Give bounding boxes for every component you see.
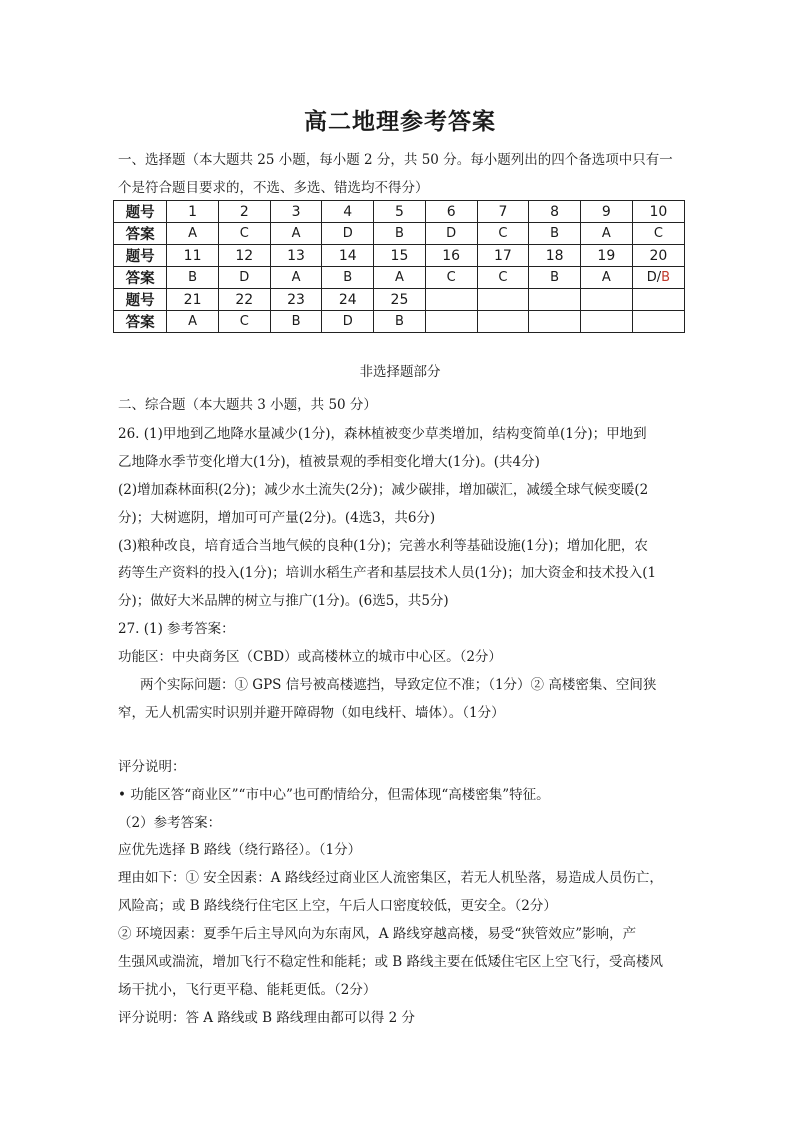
answer-text: C [446, 270, 456, 285]
question-number-cell [322, 201, 374, 223]
question-number-cell [529, 289, 581, 311]
answer-cell [425, 223, 477, 245]
answer-cell [529, 267, 581, 289]
question-number-cell [374, 201, 426, 223]
question-number-cell [167, 201, 219, 223]
q27-part1-heading: 27. (1) 参考答案： [118, 621, 235, 637]
question-number-text: 3 [291, 203, 301, 220]
question-number-text: 25 [390, 291, 409, 308]
question-number-row [114, 201, 685, 223]
answer-text: B [291, 314, 301, 329]
answer-cell [374, 311, 426, 333]
section1-instructions-line2: 个是符合题目要求的，不选、多选、错选均不得分） [118, 180, 429, 196]
question-number-text: 10 [649, 203, 668, 220]
scoring-note-heading: 评分说明： [118, 759, 186, 775]
scoring-note-final: 评分说明：答 A 路线或 B 路线理由都可以得 2 分 [118, 1010, 416, 1026]
answer-text: C [239, 226, 249, 241]
question-number-cell [425, 245, 477, 267]
question-number-cell [167, 245, 219, 267]
q27-reason-line-1: 理由如下：① 安全因素：A 路线经过商业区人流密集区，若无人机坠落，易造成人员伤亡， [118, 870, 663, 886]
question-number-text: 7 [498, 203, 508, 220]
q27-problems-line-2: 窄，无人机需实时识别并避开障碍物（如电线杆、墙体）。（1分） [118, 705, 505, 721]
answer-cell [167, 311, 219, 333]
answer-cell [632, 223, 684, 245]
answer-cell [374, 223, 426, 245]
answer-text: A [601, 226, 611, 241]
question-number-text: 14 [338, 247, 357, 264]
question-number-text: 5 [395, 203, 404, 220]
question-number-text: 11 [183, 247, 202, 264]
answer-cell [425, 311, 477, 333]
question-number-label: 题号 [114, 245, 167, 267]
q27-problems-line-1: 两个实际问题：① GPS 信号被高楼遮挡，导致定位不准；（1分）② 高楼密集、空间狭 [140, 677, 657, 693]
section1-instructions-line1: 一、选择题（本大题共 25 小题，每小题 2 分，共 50 分。每小题列出的四个备选项中只有一 [118, 152, 673, 168]
question-number-text: 20 [649, 247, 668, 264]
answer-cell [270, 311, 322, 333]
q27-function-zone: 功能区：中央商务区（CBD）或高楼林立的城市中心区。（2分） [118, 649, 502, 665]
answer-cell [270, 267, 322, 289]
answer-cell [167, 267, 219, 289]
answer-row [114, 311, 685, 333]
answer-cell [322, 311, 374, 333]
answer-text: A [291, 226, 301, 241]
answer-cell [425, 267, 477, 289]
q27-route-choice: 应优先选择 B 路线（绕行路径）。（1分） [118, 842, 362, 858]
q26-line-3: (2)增加森林面积(2分)；减少水土流失(2分)；减少碳排，增加碳汇，减缓全球气候变暖(2 [118, 482, 649, 498]
answer-label: 答案 [114, 311, 167, 333]
answer-text: D [342, 314, 353, 329]
q26-line-7: 分)；做好大米品牌的树立与推广(1分)。(6选5，共5分) [118, 593, 449, 609]
answer-text: A [395, 270, 404, 285]
question-number-text: 8 [550, 203, 560, 220]
answer-cell [477, 311, 529, 333]
question-number-cell [477, 245, 529, 267]
question-number-text: 1 [188, 203, 198, 220]
question-number-cell [167, 289, 219, 311]
q26-line-2: 乙地降水季节变化增大(1分)，植被景观的季相变化增大(1分)。(共4分) [118, 454, 540, 470]
section2-heading: 二、综合题（本大题共 3 小题，共 50 分） [118, 397, 377, 413]
question-number-text: 18 [545, 247, 564, 264]
question-number-cell [270, 245, 322, 267]
answer-cell [529, 311, 581, 333]
question-number-text: 4 [343, 203, 353, 220]
answer-cell [374, 267, 426, 289]
answer-label: 答案 [114, 267, 167, 289]
question-number-cell [580, 245, 632, 267]
answer-cell [218, 311, 270, 333]
q26-line-5: (3)粮种改良，培育适合当地气候的良种(1分)；完善水利等基础设施(1分)；增加化肥，农 [118, 538, 648, 554]
question-number-text: 9 [601, 203, 611, 220]
answer-text: B [550, 270, 560, 285]
question-number-text: 21 [183, 291, 202, 308]
answer-text: C [498, 226, 508, 241]
q27-reason-line-2: 风险高；或 B 路线绕行住宅区上空，午后人口密度较低，更安全。（2分） [118, 898, 557, 914]
answer-cell [580, 267, 632, 289]
question-number-cell [374, 245, 426, 267]
answer-text: A [291, 270, 301, 285]
question-number-cell [270, 201, 322, 223]
scoring-note-bullet: • 功能区答“商业区”“市中心”也可酌情给分，但需体现“高楼密集”特征。 [118, 787, 550, 803]
q27-part2-heading: （2）参考答案： [118, 815, 222, 831]
page-title: 高二地理参考答案 [304, 109, 496, 135]
question-number-label: 题号 [114, 289, 167, 311]
q27-reason-line-3: ② 环境因素：夏季午后主导风向为东南风，A 路线穿越高楼，易受“狭管效应”影响，产 [118, 926, 637, 942]
answer-cell [218, 267, 270, 289]
question-number-cell [218, 201, 270, 223]
question-number-cell [529, 245, 581, 267]
q27-reason-line-4: 生强风或湍流，增加飞行不稳定性和能耗；或 B 路线主要在低矮住宅区上空飞行，受高楼风 [118, 954, 664, 970]
question-number-text: 23 [287, 291, 305, 308]
question-number-row [114, 245, 685, 267]
question-number-label: 题号 [114, 201, 167, 223]
answer-text: A [601, 270, 611, 285]
question-number-cell [270, 289, 322, 311]
answer-row [114, 267, 685, 289]
question-number-text: 15 [390, 247, 409, 264]
answer-text: A [188, 226, 198, 241]
answer-cell [270, 223, 322, 245]
answer-cell [580, 311, 632, 333]
question-number-text: 19 [597, 247, 616, 264]
question-number-cell [580, 201, 632, 223]
answer-text: C [498, 270, 508, 285]
answer-text: B [395, 314, 404, 329]
question-number-cell [218, 245, 270, 267]
question-number-cell [425, 289, 477, 311]
question-number-cell [632, 245, 684, 267]
question-number-text: 2 [239, 203, 249, 220]
question-number-text: 13 [287, 247, 305, 264]
question-number-text: 6 [446, 203, 456, 220]
answer-text: B [343, 270, 353, 285]
answer-text: D [239, 270, 250, 285]
answer-cell [218, 223, 270, 245]
answer-cell [632, 311, 684, 333]
question-number-text: 17 [493, 247, 512, 264]
answer-table [113, 200, 685, 333]
question-number-cell [425, 201, 477, 223]
answer-row [114, 223, 685, 245]
answer-cell [167, 223, 219, 245]
question-number-row [114, 289, 685, 311]
answer-cell [322, 267, 374, 289]
question-number-cell [632, 289, 684, 311]
answer-text: B [395, 226, 404, 241]
question-number-cell [580, 289, 632, 311]
question-number-text: 22 [235, 291, 254, 308]
q26-line-6: 药等生产资料的投入(1分)；培训水稻生产者和基层技术人员(1分)；加大资金和技术投入(1 [118, 565, 657, 581]
answer-label: 答案 [114, 223, 167, 245]
question-number-cell [218, 289, 270, 311]
question-number-cell [529, 201, 581, 223]
answer-text: D/ [646, 270, 662, 285]
answer-cell [477, 223, 529, 245]
question-number-text: 12 [235, 247, 254, 264]
answer-text: D [446, 226, 457, 241]
answer-text: A [188, 314, 198, 329]
q27-reason-line-5: 场干扰小，飞行更平稳、能耗更低。（2分） [118, 982, 377, 998]
answer-text: C [653, 226, 663, 241]
answer-text: C [239, 314, 249, 329]
answer-cell [322, 223, 374, 245]
answer-text: B [188, 270, 198, 285]
answer-cell [529, 223, 581, 245]
question-number-text: 16 [442, 247, 461, 264]
answer-cell [477, 267, 529, 289]
answer-cell [632, 267, 684, 289]
question-number-cell [477, 201, 529, 223]
question-number-cell [322, 245, 374, 267]
question-number-cell [632, 201, 684, 223]
q26-line-4: 分)；大树遮阴，增加可可产量(2分)。(4选3，共6分) [118, 510, 436, 526]
question-number-cell [322, 289, 374, 311]
question-number-cell [374, 289, 426, 311]
part-title: 非选择题部分 [359, 364, 441, 380]
answer-text: B [550, 226, 560, 241]
q26-line-1: 26. (1)甲地到乙地降水量减少(1分)，森林植被变少草类增加，结构变简单(1分)；甲地到 [118, 426, 647, 442]
question-number-text: 24 [338, 291, 357, 308]
answer-alternate-text: B [661, 270, 670, 285]
question-number-cell [477, 289, 529, 311]
answer-cell [580, 223, 632, 245]
answer-text: D [342, 226, 353, 241]
